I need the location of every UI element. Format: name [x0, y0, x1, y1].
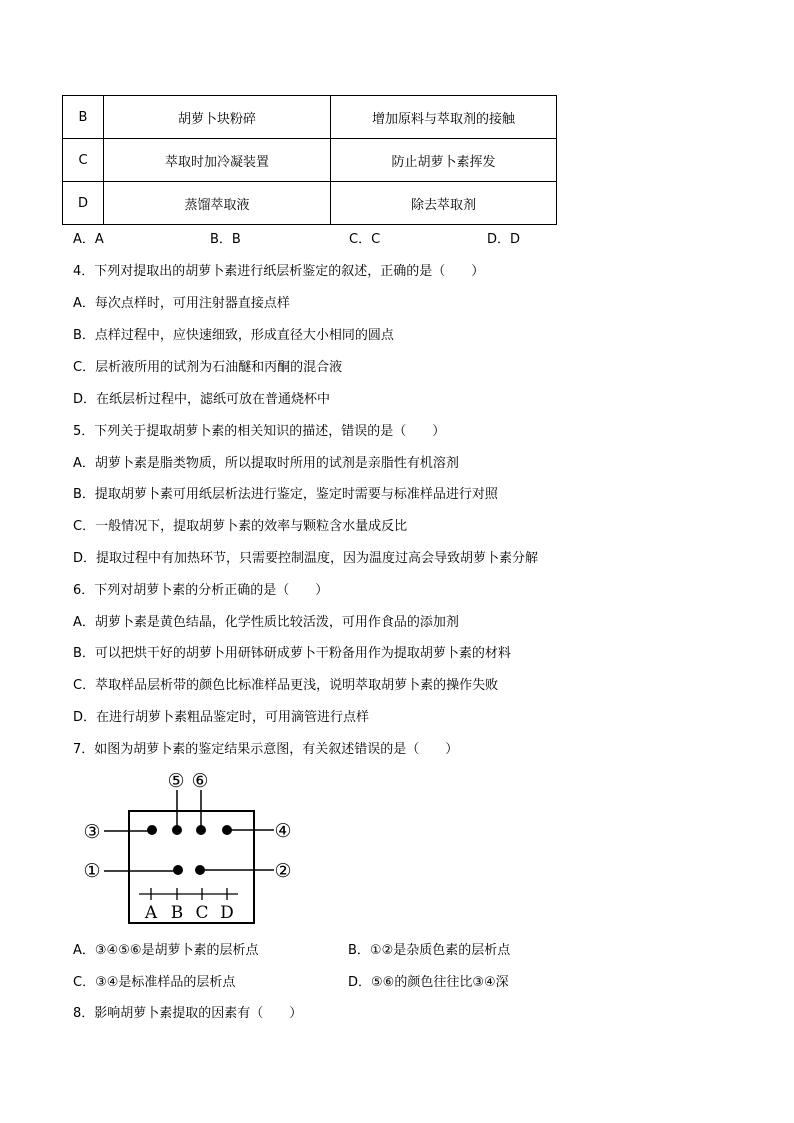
- lane-label-d: D: [220, 903, 234, 923]
- q7-stem: 7．如图为胡萝卜素的鉴定结果示意图，有关叙述错误的是（ ）: [73, 742, 459, 757]
- q7-option-d: D．⑤⑥的颜色往往比③④深: [348, 975, 509, 990]
- q5-option-d: D．提取过程中有加热环节，只需要控制温度，因为温度过高会导致胡萝卜素分解: [73, 551, 539, 566]
- q3-option-d: D．D: [487, 232, 521, 247]
- lane-label-c: C: [195, 903, 209, 923]
- row-key: D: [63, 182, 104, 225]
- q4-option-b: B．点样过程中，应快速细致，形成直径大小相同的圆点: [73, 328, 394, 343]
- row-operation: 胡萝卜块粉碎: [104, 96, 331, 139]
- row-purpose: 除去萃取剂: [331, 182, 557, 225]
- lane-label-a: A: [144, 903, 158, 923]
- q3-option-c: C．C: [349, 232, 381, 247]
- q3-option-b: B．B: [210, 232, 241, 247]
- label-6: ⑥: [191, 770, 209, 792]
- label-4: ④: [274, 820, 292, 842]
- table-row: [63, 139, 557, 182]
- q6-option-b: B．可以把烘干好的胡萝卜用研钵研成萝卜干粉备用作为提取胡萝卜素的材料: [73, 646, 511, 661]
- q5-option-b: B．提取胡萝卜素可用纸层析法进行鉴定，鉴定时需要与标准样品进行对照: [73, 487, 498, 502]
- q4-option-c: C．层析液所用的试剂为石油醚和丙酮的混合液: [73, 360, 343, 375]
- row-operation: 蒸馏萃取液: [104, 182, 331, 225]
- row-purpose: 防止胡萝卜素挥发: [331, 139, 557, 182]
- spot-3: [147, 825, 157, 835]
- q8-stem: 8．影响胡萝卜素提取的因素有（ ）: [73, 1006, 303, 1021]
- q5-stem: 5．下列关于提取胡萝卜素的相关知识的描述，错误的是（ ）: [73, 424, 446, 439]
- table-row: [63, 96, 557, 139]
- lane-label-b: B: [170, 903, 184, 923]
- q4-stem: 4．下列对提取出的胡萝卜素进行纸层析鉴定的叙述，正确的是（ ）: [73, 264, 485, 279]
- label-2: ②: [274, 860, 292, 882]
- row-purpose: 增加原料与萃取剂的接触: [331, 96, 557, 139]
- q3-option-a: A．A: [73, 232, 104, 247]
- options-table: [62, 95, 557, 225]
- q7-option-a: A．③④⑤⑥是胡萝卜素的层析点: [73, 943, 259, 958]
- label-1: ①: [83, 860, 101, 882]
- label-5: ⑤: [167, 770, 185, 792]
- q7-option-c: C．③④是标准样品的层析点: [73, 975, 236, 990]
- q6-option-a: A．胡萝卜素是黄色结晶，化学性质比较活泼，可用作食品的添加剂: [73, 615, 459, 630]
- chromatography-figure: [76, 770, 306, 926]
- row-operation: 萃取时加冷凝装置: [104, 139, 331, 182]
- label-3: ③: [83, 821, 101, 843]
- spot-1: [173, 865, 183, 875]
- q4-option-d: D．在纸层析过程中，滤纸可放在普通烧杯中: [73, 392, 331, 407]
- q6-option-c: C．萃取样品层析带的颜色比标准样品更浅，说明萃取胡萝卜素的操作失败: [73, 678, 499, 693]
- q6-stem: 6．下列对胡萝卜素的分析正确的是（ ）: [73, 583, 329, 598]
- q5-option-c: C．一般情况下，提取胡萝卜素的效率与颗粒含水量成反比: [73, 519, 408, 534]
- q4-option-a: A．每次点样时，可用注射器直接点样: [73, 296, 290, 311]
- table-row: [63, 182, 557, 225]
- q5-option-a: A．胡萝卜素是脂类物质，所以提取时所用的试剂是亲脂性有机溶剂: [73, 456, 459, 471]
- q6-option-d: D．在进行胡萝卜素粗品鉴定时，可用滴管进行点样: [73, 710, 370, 725]
- row-key: B: [63, 96, 104, 139]
- q7-option-b: B．①②是杂质色素的层析点: [348, 943, 511, 958]
- row-key: C: [63, 139, 104, 182]
